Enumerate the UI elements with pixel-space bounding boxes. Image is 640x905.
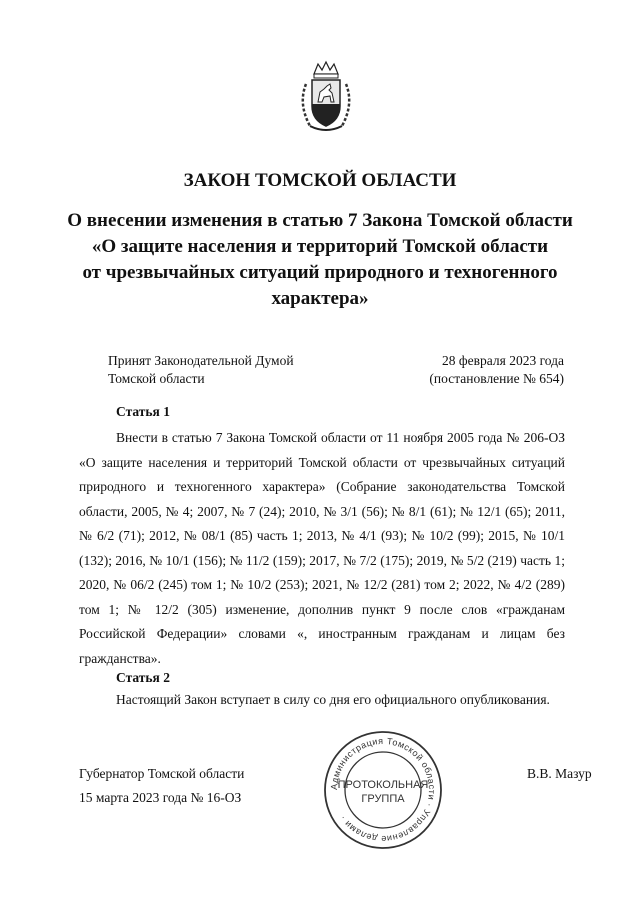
coat-of-arms-icon xyxy=(296,60,356,135)
adoption-body xyxy=(108,352,294,388)
subtitle-line: О внесении изменения в статью 7 Закона Томской области xyxy=(67,210,573,231)
adoption-body-line: Томской области xyxy=(108,371,205,386)
article-2-text: Настоящий Закон вступает в силу со дня его официального опубликования. xyxy=(116,692,550,707)
stamp-center-text: ПРОТОКОЛЬНАЯ xyxy=(337,779,429,791)
article-2-heading: Статья 2 xyxy=(116,670,170,685)
subtitle-line: характера» xyxy=(271,288,369,309)
law-subtitle xyxy=(60,208,580,312)
subtitle-line: от чрезвычайных ситуаций природного и техногенного xyxy=(82,262,558,283)
adoption-body-line: Принят Законодательной Думой xyxy=(108,353,294,368)
law-title: ЗАКОН ТОМСКОЙ ОБЛАСТИ xyxy=(183,170,457,191)
article-1-heading: Статья 1 xyxy=(116,404,170,419)
article-1-text: Внести в статью 7 Закона Томской области от 11 ноября 2005 года № 206-ОЗ «О защите населения и территорий Томской области от чрезвычайных ситуаций природного и техногенного характера» (Собрание законодательства Томской области, 2005, № 4; 2007, № 7 (24); 2010, № 3/1 (56); № 8/1 (61); № 12/1 (65); 2011, № 6/2 (71); 2012, № 08/1 (85) часть 1; 2013, № 4/1 (93); № 10/2 (99); 2015, № 10/1 (132); 2016, № 10/1 (156); № 11/2 (159); 2017, № 7/2 (175); 2019, № 5/2 (219) часть 1; 2020, № 06/2 (245) том 1; № 10/2 (253); 2021, № 12/2 (281) том 2; 2022, № 4/2 (289) том 1; № 12/2 (305) изменение, дополнив пункт 9 после слов «гражданам Российской Федерации» словами «, иностранным гражданам и лицам без гражданства». xyxy=(79,430,565,666)
official-stamp xyxy=(320,730,446,850)
governor-name: В.В. Мазур xyxy=(527,766,592,781)
subtitle-line: «О защите населения и территорий Томской области xyxy=(91,236,549,257)
stamp-center-text: ГРУППА xyxy=(361,793,405,805)
adoption-date-line: 28 февраля 2023 года xyxy=(442,353,564,368)
adoption-date xyxy=(424,352,564,388)
stamp-ring-text: Администрация Томской области · Управление делами · xyxy=(328,735,438,845)
adoption-resolution-line: (постановление № 654) xyxy=(429,371,564,386)
governor-title: Губернатор Томской области xyxy=(79,766,245,781)
law-signing-date: 15 марта 2023 года № 16-ОЗ xyxy=(79,790,242,805)
